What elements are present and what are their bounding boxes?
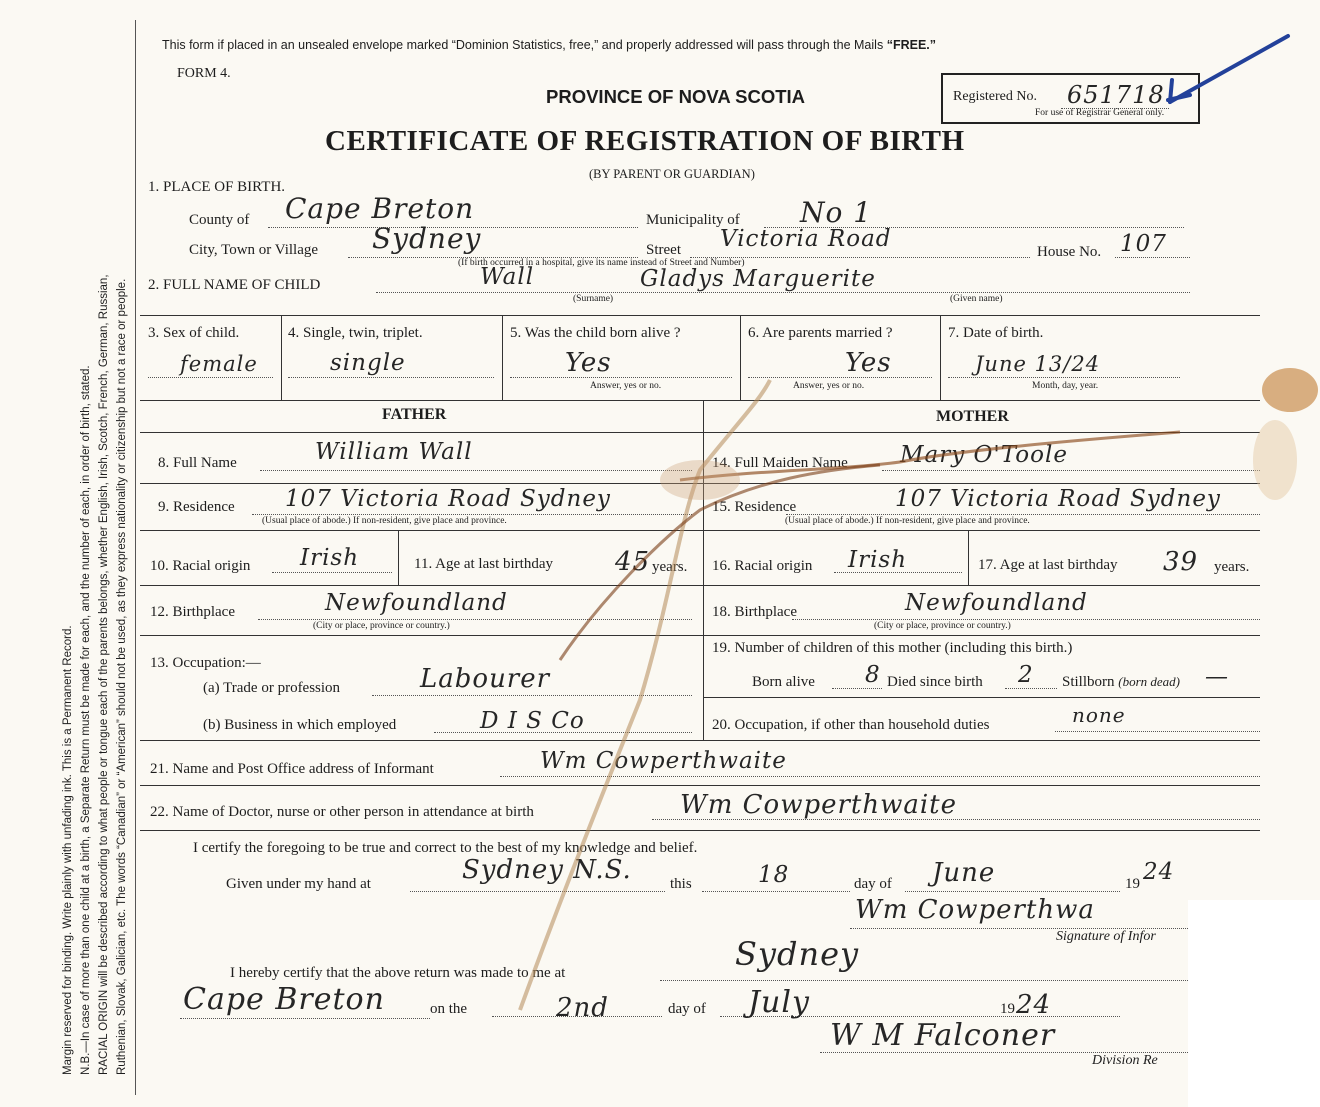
stillborn-value: — [1205, 664, 1229, 690]
house-label: House No. [1037, 244, 1102, 260]
married-label: 6. Are parents married ? [748, 325, 893, 341]
died-label: Died since birth [887, 674, 983, 690]
born-alive-label: Born alive [752, 674, 815, 690]
alive-label: 5. Was the child born alive ? [510, 325, 681, 341]
registrar-signature: W M Falconer [830, 1018, 1056, 1053]
registrar-day: 2nd [556, 993, 609, 1023]
mother-racial-value: Irish [848, 547, 908, 573]
hospital-note: (If birth occurred in a hospital, give its name instead of Street and Number) [458, 258, 745, 268]
street-value: Victoria Road [720, 226, 892, 252]
mother-name-value: Mary O'Toole [900, 442, 1068, 468]
registrar-month: July [748, 985, 810, 1020]
alive-note: Answer, yes or no. [590, 381, 662, 391]
mother-age-label: 17. Age at last birthday [978, 557, 1118, 573]
street-label: Street [646, 242, 681, 258]
dob-note: Month, day, year. [1032, 381, 1099, 391]
margin-note-racial-2: Ruthenian, Slovak, Galician, etc. The words “Canadian” or “American” should not be used, as they express nationality or citizenship but not a race or people. [116, 278, 128, 1075]
father-age-unit: years. [652, 559, 688, 575]
margin-note-multiple: N.B.—In case of more than one child at a birth, a Separate Return must be made for each, and the number of each, in order of birth, stated. [80, 365, 92, 1075]
father-racial-label: 10. Racial origin [150, 558, 251, 574]
certify-place: Sydney N.S. [462, 855, 632, 885]
registrar-division: Cape Breton [183, 982, 385, 1017]
father-birthplace-note: (City or place, province or country.) [313, 621, 450, 631]
sex-value: female [180, 352, 258, 376]
mother-name-label: 14. Full Maiden Name [712, 455, 848, 471]
certify-day-of: day of [854, 876, 892, 892]
form-number: FORM 4. [177, 66, 231, 81]
registrar-text: I hereby certify that the above return was made to me at [230, 965, 566, 981]
informant-label: 21. Name and Post Office address of Informant [150, 761, 434, 777]
certify-year: 24 [1143, 859, 1175, 885]
mother-birthplace-note: (City or place, province or country.) [874, 621, 1011, 631]
document-subtitle: (BY PARENT OR GUARDIAN) [589, 167, 755, 181]
business-value: D I S Co [480, 708, 585, 734]
informant-signature: Wm Cowperthwa [855, 895, 1095, 925]
father-birthplace-label: 12. Birthplace [150, 604, 235, 620]
mother-occupation-value: none [1072, 703, 1126, 727]
given-label: Given under my hand at [226, 876, 371, 892]
certify-month: June [932, 858, 996, 888]
certify-this: this [670, 876, 692, 892]
father-name-value: William Wall [315, 439, 473, 465]
mother-birthplace-label: 18. Birthplace [712, 604, 797, 620]
mother-residence-note: (Usual place of abode.) If non-resident, give place and province. [785, 516, 1030, 526]
place-heading: 1. PLACE OF BIRTH. [148, 179, 286, 195]
city-value: Sydney [372, 222, 482, 255]
mother-residence-value: 107 Victoria Road Sydney [895, 486, 1221, 512]
sex-label: 3. Sex of child. [148, 325, 240, 341]
father-heading: FATHER [382, 406, 447, 423]
child-surname: Wall [480, 264, 535, 290]
county-label: County of [189, 212, 250, 228]
document-title: CERTIFICATE OF REGISTRATION OF BIRTH [325, 125, 965, 157]
registered-note: For use of Registrar General only. [1035, 108, 1165, 118]
children-count-label: 19. Number of children of this mother (including this birth.) [712, 640, 1073, 656]
business-label: (b) Business in which employed [203, 717, 397, 733]
mailing-notice: This form if placed in an unsealed envelope marked “Dominion Statistics, free,” and properly addressed will pass through the Mails “FREE.” [162, 38, 936, 52]
married-value: Yes [845, 348, 892, 378]
certify-text: I certify the foregoing to be true and correct to the best of my knowledge and belief. [193, 840, 698, 856]
mother-racial-label: 16. Racial origin [712, 558, 813, 574]
married-note: Answer, yes or no. [793, 381, 865, 391]
doctor-value: Wm Cowperthwaite [680, 790, 958, 820]
stillborn-label: Stillborn (born dead) [1062, 674, 1181, 690]
mother-heading: MOTHER [936, 408, 1009, 425]
informant-signature-label: Signature of Infor [1056, 929, 1156, 944]
trade-value: Labourer [420, 664, 551, 694]
father-name-label: 8. Full Name [158, 455, 237, 471]
margin-note-binding: Margin reserved for binding. Write plainly with unfading ink. This is a Permanent Record. [62, 625, 74, 1075]
mother-residence-label: 15. Residence [712, 499, 797, 515]
registrar-place: Sydney [735, 935, 860, 973]
father-residence-label: 9. Residence [158, 499, 235, 515]
father-residence-note: (Usual place of abode.) If non-resident, give place and province. [262, 516, 507, 526]
torn-edge [1188, 900, 1320, 1107]
certify-year-prefix: 19 [1125, 876, 1140, 892]
child-given-name: Gladys Marguerite [640, 266, 876, 292]
municipality-label: Municipality of [646, 212, 740, 228]
father-residence-value: 107 Victoria Road Sydney [285, 486, 611, 512]
doctor-label: 22. Name of Doctor, nurse or other person in attendance at birth [150, 804, 534, 820]
mother-birthplace-value: Newfoundland [905, 590, 1088, 616]
plurality-value: single [330, 350, 406, 376]
registered-number: 651718 [1067, 81, 1165, 109]
registrar-year: 24 [1016, 990, 1052, 1020]
father-age-label: 11. Age at last birthday [414, 556, 553, 572]
informant-value: Wm Cowperthwaite [540, 748, 787, 774]
registrar-signature-label: Division Re [1092, 1053, 1158, 1068]
registered-label: Registered No. [953, 89, 1037, 104]
city-label: City, Town or Village [189, 242, 319, 258]
dob-value: June 13/24 [975, 352, 1101, 376]
child-name-label: 2. FULL NAME OF CHILD [148, 277, 321, 293]
mother-occupation-label: 20. Occupation, if other than household duties [712, 717, 990, 733]
died-value: 2 [1018, 662, 1034, 688]
dob-label: 7. Date of birth. [948, 325, 1044, 341]
certify-day: 18 [758, 862, 790, 888]
margin-note-racial: RACIAL ORIGIN will be described according to what people or tongue each of the parents belongs, whether English, Irish, Scotch, French, German, Russian, [98, 274, 110, 1075]
county-value: Cape Breton [285, 192, 475, 225]
given-name-note: (Given name) [950, 294, 1003, 304]
father-racial-value: Irish [300, 545, 360, 571]
alive-value: Yes [565, 348, 612, 378]
trade-label: (a) Trade or profession [203, 680, 341, 696]
registrar-year-prefix: 19 [1000, 1001, 1015, 1017]
municipality-value: No 1 [800, 196, 873, 229]
province-heading: PROVINCE OF NOVA SCOTIA [546, 86, 806, 107]
father-age-value: 45 [615, 547, 651, 577]
born-alive-value: 8 [865, 662, 881, 688]
mother-age-unit: years. [1214, 559, 1250, 575]
house-value: 107 [1120, 231, 1167, 257]
father-occupation-label: 13. Occupation:— [150, 655, 261, 671]
father-birthplace-value: Newfoundland [325, 590, 508, 616]
plurality-label: 4. Single, twin, triplet. [288, 325, 423, 341]
mother-age-value: 39 [1163, 547, 1199, 577]
registrar-on-the: on the [430, 1001, 468, 1017]
registrar-day-of: day of [668, 1001, 706, 1017]
surname-note: (Surname) [573, 294, 614, 304]
